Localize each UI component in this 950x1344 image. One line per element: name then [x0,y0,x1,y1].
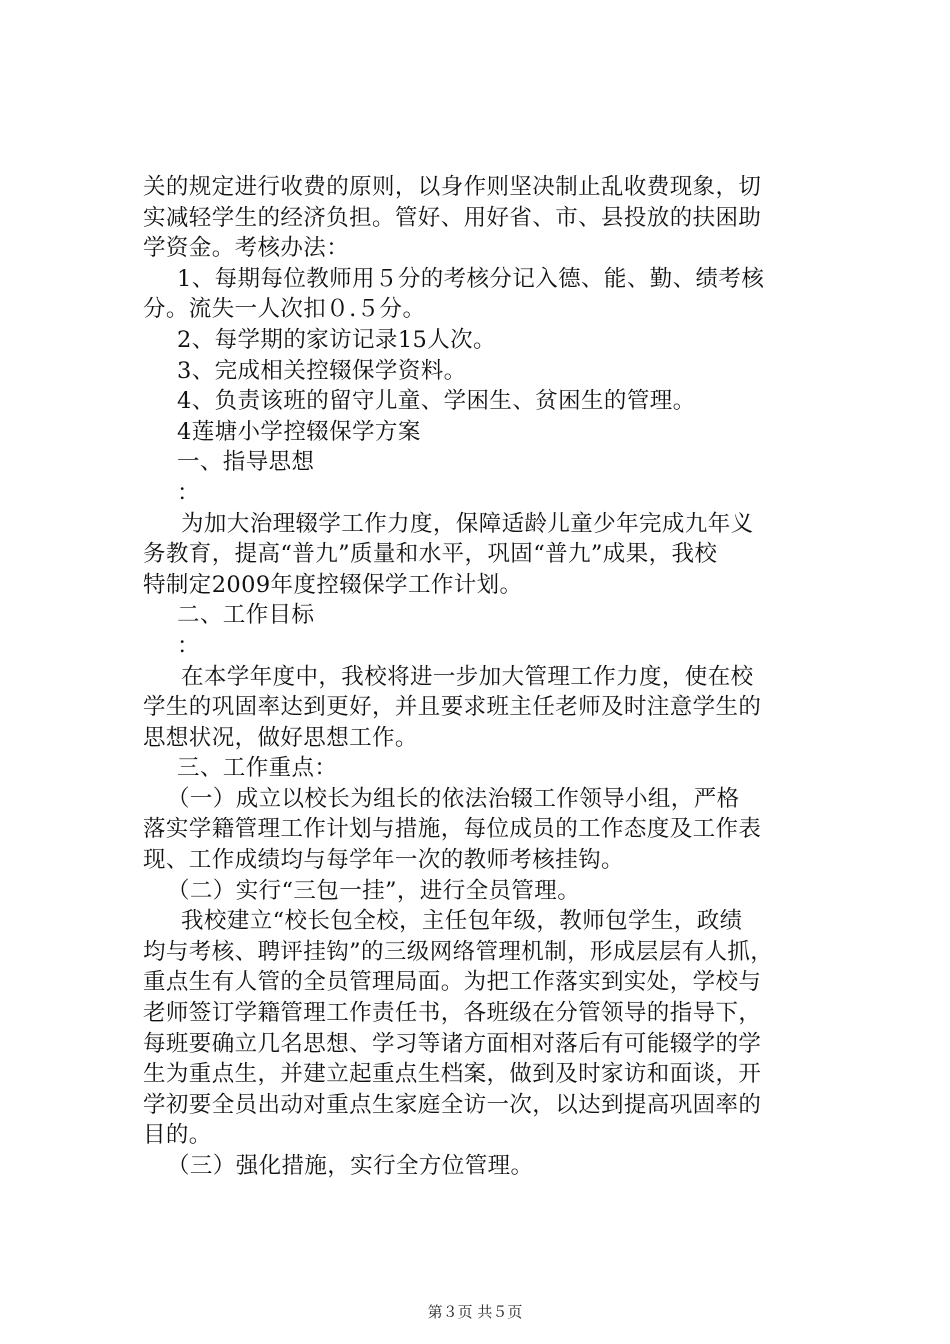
document-body [143,172,838,1182]
text-line: 我校建立“校长包全校，主任包年级，教师包学生，政绩 [181,908,743,935]
text-line: 特制定2009年度控辍保学工作计划。 [143,571,523,598]
text-line: ： [177,479,200,506]
text-line: 学生的巩固率达到更好，并且要求班主任老师及时注意学生的 [143,694,762,721]
text-line: 为加大治理辍学工作力度，保障适龄儿童少年完成九年义 [181,510,754,537]
text-line: 在本学年度中，我校将进一步加大管理工作力度，使在校 [181,663,754,690]
text-line: 均与考核、聘评挂钩”的三级网络管理机制，形成层层有人抓， [143,938,774,965]
text-line: （三）强化措施，实行全方位管理。 [167,1153,534,1179]
text-line: 学初要全员出动对重点生家庭全访一次，以达到提高巩固率的 [143,1091,762,1118]
text-line: 分。流失一人次扣０.５分。 [143,296,426,323]
text-line: 老师签订学籍管理工作责任书，各班级在分管领导的指导下， [143,1000,762,1027]
text-line: 务教育，提高“普九”质量和水平，巩固“普九”成果，我校 [143,541,718,568]
text-line: （一）成立以校长为组长的依法治辍工作领导小组，严格 [167,785,740,812]
text-line: 2、每学期的家访记录15人次。 [177,326,496,353]
text-line: （二）实行“三包一挂”，进行全员管理。 [167,877,581,904]
text-line: 目的。 [143,1122,212,1149]
text-line: 现、工作成绩均与每学年一次的教师考核挂钩。 [143,847,624,874]
section-heading: 二、工作目标 [177,602,315,629]
text-line: 每班要确立几名思想、学习等诸方面相对落后有可能辍学的学 [143,1030,762,1057]
text-line: 重点生有人管的全员管理局面。为把工作落实到实处，学校与 [143,969,762,996]
text-line: ： [177,632,200,659]
text-line: 学资金。考核办法： [143,235,350,262]
text-line: 4、负责该班的留守儿童、学困生、贫困生的管理。 [177,388,696,415]
section-heading: 三、工作重点： [177,755,338,782]
text-line: 生为重点生，并建立起重点生档案，做到及时家访和面谈，开 [143,1061,762,1088]
text-line: 1、每期每位教师用５分的考核分记入德、能、勤、绩考核 [177,265,765,292]
page-number-footer: 第３页 共５页 [427,1303,523,1321]
text-line: 落实学籍管理工作计划与措施，每位成员的工作态度及工作表 [143,816,762,843]
text-line: 关的规定进行收费的原则，以身作则坚决制止乱收费现象，切 [143,174,762,200]
text-line: 3、完成相关控辍保学资料。 [177,357,467,384]
text-line: 思想状况，做好思想工作。 [143,724,418,751]
text-line: 实减轻学生的经济负担。管好、用好省、市、县投放的扶困助 [143,204,762,231]
section-heading: 一、指导思想 [177,449,315,476]
section-heading: 4莲塘小学控辍保学方案 [177,418,421,445]
